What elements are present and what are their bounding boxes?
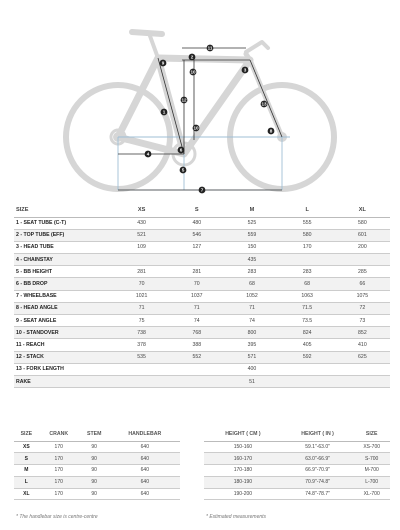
geometry-row-label: 9 - SEAT ANGLE	[14, 315, 114, 327]
geometry-cell: 283	[280, 266, 335, 278]
fit-cell: 170	[39, 476, 79, 488]
marker-9	[160, 60, 167, 67]
geometry-row-label: 4 - CHAINSTAY	[14, 254, 114, 266]
geometry-cell: 535	[114, 351, 169, 363]
marker-4	[145, 151, 152, 158]
geometry-cell	[169, 254, 224, 266]
geometry-cell: 1052	[224, 290, 279, 302]
geometry-row	[14, 363, 390, 375]
fit-cell: 170	[39, 465, 79, 477]
svg-text:11: 11	[207, 45, 213, 51]
geometry-cell: 285	[335, 266, 390, 278]
marker-11	[207, 45, 214, 52]
geometry-cell: 70	[114, 278, 169, 290]
geometry-cell	[169, 363, 224, 375]
fit-header: SIZE	[14, 428, 39, 441]
geometry-cell: 378	[114, 339, 169, 351]
svg-text:5: 5	[181, 167, 185, 173]
geometry-cell: 552	[169, 351, 224, 363]
geometry-row	[14, 339, 390, 351]
fit-cell: 170	[39, 441, 79, 453]
geometry-cell: 430	[114, 217, 169, 229]
geometry-row	[14, 351, 390, 363]
fit-header: CRANK	[39, 428, 79, 441]
geometry-cell: 1075	[335, 290, 390, 302]
geometry-cell	[335, 375, 390, 387]
fit-cell: 170	[39, 453, 79, 465]
size-guide-cell: 66.9"-70.9"	[282, 465, 354, 477]
fit-size-cell: M	[14, 465, 39, 477]
geometry-header-row	[14, 203, 390, 217]
geometry-cell	[114, 363, 169, 375]
size-guide-cell: 180-190	[204, 476, 282, 488]
geometry-cell: 738	[114, 327, 169, 339]
fit-header: STEM	[79, 428, 110, 441]
measurement-lines	[118, 45, 290, 190]
geometry-body	[14, 217, 390, 388]
geometry-row	[14, 254, 390, 266]
fit-row	[14, 441, 180, 453]
fit-cell: 90	[79, 465, 110, 477]
geometry-cell	[114, 375, 169, 387]
size-guide-header-row	[204, 428, 390, 441]
fit-cell: 640	[110, 441, 180, 453]
geometry-header: L	[280, 203, 335, 217]
svg-text:6: 6	[179, 147, 183, 153]
geometry-cell: 601	[335, 229, 390, 241]
geometry-cell: 405	[280, 339, 335, 351]
geometry-cell	[335, 254, 390, 266]
geometry-cell: 66	[335, 278, 390, 290]
fit-cell: 640	[110, 476, 180, 488]
geometry-cell: 170	[280, 241, 335, 253]
stem-bar	[246, 42, 268, 52]
marker-12	[181, 97, 188, 104]
geometry-header: SIZE	[14, 203, 114, 217]
fit-row	[14, 476, 180, 488]
fit-cell: 90	[79, 441, 110, 453]
geometry-row	[14, 290, 390, 302]
size-guide-cell: 160-170	[204, 453, 282, 465]
geometry-row-label: 6 - BB DROP	[14, 278, 114, 290]
geometry-row	[14, 375, 390, 387]
fit-row	[14, 465, 180, 477]
geometry-cell: 73.5	[280, 315, 335, 327]
svg-text:9: 9	[161, 60, 165, 66]
geometry-row-label: 7 - WHEELBASE	[14, 290, 114, 302]
svg-text:10: 10	[190, 69, 196, 75]
geometry-cell: 580	[335, 217, 390, 229]
fit-header: HANDLEBAR	[110, 428, 180, 441]
marker-6	[178, 147, 185, 154]
size-guide-cell: 74.8"-78.7"	[282, 488, 354, 500]
size-guide-cell: S-700	[353, 453, 390, 465]
geometry-cell: 1063	[280, 290, 335, 302]
fit-size-cell: S	[14, 453, 39, 465]
size-guide-header: HEIGHT ( CM )	[204, 428, 282, 441]
geometry-cell	[114, 254, 169, 266]
marker-2	[189, 54, 196, 61]
svg-text:12: 12	[181, 97, 187, 103]
size-guide-cell: 63.0"-66.9"	[282, 453, 354, 465]
saddle	[132, 32, 162, 34]
fit-size-cell: XL	[14, 488, 39, 500]
seatpost	[150, 36, 158, 58]
fit-note: * The handlebar size is centre-centre	[16, 514, 98, 520]
geometry-cell: 480	[169, 217, 224, 229]
geometry-cell: 592	[280, 351, 335, 363]
geometry-row-label: 3 - HEAD TUBE	[14, 241, 114, 253]
geometry-cell: 1037	[169, 290, 224, 302]
geometry-cell: 73	[335, 315, 390, 327]
size-guide-cell: 70.9"-74.8"	[282, 476, 354, 488]
geometry-cell: 70	[169, 278, 224, 290]
geometry-cell: 71.5	[280, 302, 335, 314]
geometry-cell: 410	[335, 339, 390, 351]
size-guide-note: * Estimated measurements	[206, 514, 267, 520]
geometry-row	[14, 315, 390, 327]
geometry-cell: 68	[280, 278, 335, 290]
geometry-header: M	[224, 203, 279, 217]
fit-cell: 90	[79, 453, 110, 465]
fit-row	[14, 488, 180, 500]
geometry-cell: 51	[224, 375, 279, 387]
size-guide-cell: 190-200	[204, 488, 282, 500]
geometry-row-label: RAKE	[14, 375, 114, 387]
geometry-cell: 74	[224, 315, 279, 327]
size-guide-row	[204, 441, 390, 453]
fit-cell: 170	[39, 488, 79, 500]
geometry-cell: 109	[114, 241, 169, 253]
geometry-cell: 525	[224, 217, 279, 229]
marker-13	[261, 101, 268, 108]
marker-5	[180, 167, 187, 174]
fit-cell: 640	[110, 453, 180, 465]
marker-10	[190, 69, 197, 76]
geometry-cell: 559	[224, 229, 279, 241]
geometry-cell	[280, 254, 335, 266]
geometry-header: XL	[335, 203, 390, 217]
geometry-cell: 546	[169, 229, 224, 241]
geometry-cell	[335, 363, 390, 375]
size-guide-cell: 59.1"-63.0"	[282, 441, 354, 453]
fit-size-cell: XS	[14, 441, 39, 453]
geometry-cell: 281	[169, 266, 224, 278]
marker-7	[199, 187, 206, 194]
svg-text:3: 3	[243, 67, 247, 73]
fit-header-row	[14, 428, 180, 441]
fit-size-cell: L	[14, 476, 39, 488]
geometry-cell: 75	[114, 315, 169, 327]
bike-silhouette	[66, 32, 334, 189]
geometry-header: XS	[114, 203, 169, 217]
geometry-cell: 200	[335, 241, 390, 253]
size-guide-table	[204, 428, 390, 500]
geometry-row-label: 10 - STANDOVER	[14, 327, 114, 339]
marker-8	[268, 128, 275, 135]
geometry-cell: 625	[335, 351, 390, 363]
geometry-cell	[169, 375, 224, 387]
size-guide-body	[204, 441, 390, 500]
marker-3	[242, 67, 249, 74]
geometry-table	[14, 203, 390, 388]
fit-body	[14, 441, 180, 500]
geometry-cell: 71	[224, 302, 279, 314]
geometry-header: S	[169, 203, 224, 217]
fit-cell: 90	[79, 488, 110, 500]
geometry-cell: 768	[169, 327, 224, 339]
fit-cell: 640	[110, 488, 180, 500]
geometry-row	[14, 241, 390, 253]
size-guide-header: HEIGHT ( IN )	[282, 428, 354, 441]
geometry-row-label: 5 - BB HEIGHT	[14, 266, 114, 278]
geometry-row	[14, 217, 390, 229]
geometry-cell: 852	[335, 327, 390, 339]
geometry-cell: 580	[280, 229, 335, 241]
geometry-cell: 1021	[114, 290, 169, 302]
fit-cell: 640	[110, 465, 180, 477]
bike-geometry-diagram	[0, 0, 400, 200]
geometry-cell: 571	[224, 351, 279, 363]
fit-cell: 90	[79, 476, 110, 488]
geometry-cell: 71	[114, 302, 169, 314]
geometry-cell: 521	[114, 229, 169, 241]
svg-text:7: 7	[200, 187, 204, 193]
marker-10b	[193, 125, 200, 132]
geometry-cell: 150	[224, 241, 279, 253]
geometry-row-label: 2 - TOP TUBE (EFF)	[14, 229, 114, 241]
geometry-row	[14, 302, 390, 314]
svg-text:4: 4	[146, 151, 150, 157]
geometry-cell	[280, 375, 335, 387]
geometry-cell: 74	[169, 315, 224, 327]
geometry-cell: 435	[224, 254, 279, 266]
geometry-cell: 127	[169, 241, 224, 253]
size-guide-cell: XS-700	[353, 441, 390, 453]
svg-text:8: 8	[269, 128, 273, 134]
size-guide-row	[204, 453, 390, 465]
svg-text:1: 1	[162, 109, 166, 115]
geometry-row-label: 12 - STACK	[14, 351, 114, 363]
geometry-row-label: 11 - REACH	[14, 339, 114, 351]
svg-text:13: 13	[261, 101, 267, 107]
geometry-row-label: 8 - HEAD ANGLE	[14, 302, 114, 314]
geometry-cell: 800	[224, 327, 279, 339]
geometry-cell: 395	[224, 339, 279, 351]
geometry-row	[14, 278, 390, 290]
svg-text:2: 2	[190, 54, 194, 60]
geometry-cell	[280, 363, 335, 375]
geometry-row	[14, 327, 390, 339]
svg-text:10: 10	[193, 125, 199, 131]
size-guide-cell: 150-160	[204, 441, 282, 453]
fit-table	[14, 428, 180, 500]
geometry-row-label: 1 - SEAT TUBE (C-T)	[14, 217, 114, 229]
geometry-cell: 400	[224, 363, 279, 375]
marker-1	[161, 109, 168, 116]
size-guide-header: SIZE	[353, 428, 390, 441]
geometry-cell: 388	[169, 339, 224, 351]
fit-row	[14, 453, 180, 465]
size-guide-cell: M-700	[353, 465, 390, 477]
geometry-cell: 68	[224, 278, 279, 290]
geometry-cell: 71	[169, 302, 224, 314]
geometry-cell: 824	[280, 327, 335, 339]
geometry-cell: 281	[114, 266, 169, 278]
geometry-cell: 283	[224, 266, 279, 278]
size-guide-row	[204, 476, 390, 488]
size-guide-row	[204, 465, 390, 477]
size-guide-cell: L-700	[353, 476, 390, 488]
size-guide-cell: 170-180	[204, 465, 282, 477]
size-guide-row	[204, 488, 390, 500]
geometry-row	[14, 266, 390, 278]
geometry-cell: 72	[335, 302, 390, 314]
geometry-row-label: 13 - FORK LENGTH	[14, 363, 114, 375]
geometry-cell: 555	[280, 217, 335, 229]
size-guide-cell: XL-700	[353, 488, 390, 500]
geometry-row	[14, 229, 390, 241]
